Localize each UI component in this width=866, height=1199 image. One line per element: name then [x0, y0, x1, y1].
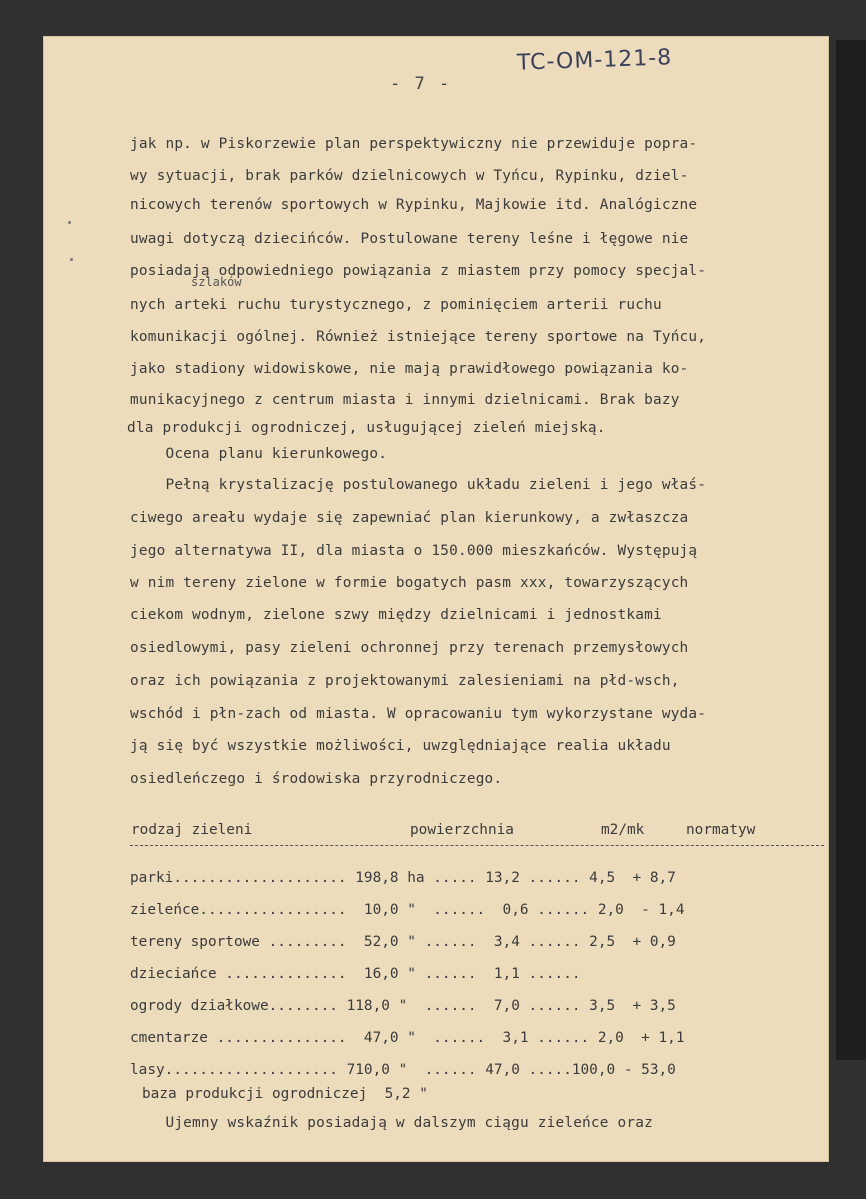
reference-code: TC-OM-121-8	[516, 45, 673, 76]
text-line: osiedlowymi, pasy zieleni ochronnej przy terenach przemysłowych	[130, 640, 689, 656]
table-header-per-capita: m2/mk	[601, 822, 645, 838]
text-line: Pełną krystalizację postulowanego układu zieleni i jego właś-	[130, 477, 707, 493]
text-line: jak np. w Piskorzewie plan perspektywiczny nie przewiduje popra-	[130, 136, 698, 152]
scanner-edge	[836, 40, 866, 1060]
table-header-area: powierzchnia	[410, 822, 514, 838]
text-line: wschód i płn-zach od miasta. W opracowaniu tym wykorzystane wyda-	[130, 706, 707, 722]
text-line: uwagi dotyczą dziecińców. Postulowane tereny leśne i łęgowe nie	[130, 231, 689, 247]
table-divider	[130, 845, 824, 846]
text-line: komunikacji ogólnej. Również istniejące tereny sportowe na Tyńcu,	[130, 329, 707, 345]
table-row: baza produkcji ogrodniczej 5,2 "	[142, 1086, 428, 1102]
text-line: nych arteki ruchu turystycznego, z pominięciem arterii ruchu	[130, 297, 662, 313]
text-line: posiadają odpowiedniego powiązania z miastem przy pomocy specjal-	[130, 263, 707, 279]
table-row: cmentarze ............... 47,0 " ...... 3,1 ...... 2,0 + 1,1	[130, 1030, 685, 1046]
text-line: ją się być wszystkie możliwości, uwzględniające realia układu	[130, 738, 671, 754]
text-line: nicowych terenów sportowych w Rypinku, Majkowie itd. Analógiczne	[130, 197, 698, 213]
section-heading: Ocena planu kierunkowego.	[130, 446, 388, 462]
table-row: dzieciańce .............. 16,0 " ...... 1,1 ......	[130, 966, 581, 982]
handwritten-insertion: szlaków	[191, 275, 242, 289]
text-line: osiedleńczego i środowiska przyrodniczego.	[130, 771, 503, 787]
table-row: tereny sportowe ......... 52,0 " ...... 3,4 ...... 2,5 + 0,9	[130, 934, 676, 950]
text-line: wy sytuacji, brak parków dzielnicowych w Tyńcu, Rypinku, dziel-	[130, 168, 689, 184]
table-row: parki.................... 198,8 ha ..... 13,2 ...... 4,5 + 8,7	[130, 870, 676, 886]
page-number: - 7 -	[390, 74, 452, 94]
text-line: munikacyjnego z centrum miasta i innymi dzielnicami. Brak bazy	[130, 392, 680, 408]
text-line: dla produkcji ogrodniczej, usługującej zieleń miejską.	[127, 420, 606, 436]
text-line: oraz ich powiązania z projektowanymi zalesieniami na płd-wsch,	[130, 673, 680, 689]
table-row: ogrody działkowe........ 118,0 " ...... 7,0 ...... 3,5 + 3,5	[130, 998, 676, 1014]
text-line: ciwego areału wydaje się zapewniać plan kierunkowy, a zwłaszcza	[130, 510, 689, 526]
text-line: w nim tereny zielone w formie bogatych pasm xxx, towarzyszących	[130, 575, 689, 591]
margin-mark	[70, 258, 73, 261]
text-line: ciekom wodnym, zielone szwy między dzielnicami i jednostkami	[130, 607, 662, 623]
closing-line: Ujemny wskaźnik posiadają w dalszym ciągu zieleńce oraz	[130, 1115, 653, 1131]
text-line: jego alternatywa II, dla miasta o 150.000 mieszkańców. Występują	[130, 543, 698, 559]
table-row: lasy.................... 710,0 " ...... 47,0 .....100,0 - 53,0	[130, 1062, 676, 1078]
margin-mark	[68, 221, 71, 224]
table-header-norm: normatyw	[686, 822, 756, 838]
text-line: jako stadiony widowiskowe, nie mają prawidłowego powiązania ko-	[130, 361, 689, 377]
table-header-type: rodzaj zieleni	[131, 822, 253, 838]
table-row: zieleńce................. 10,0 " ...... 0,6 ...... 2,0 - 1,4	[130, 902, 685, 918]
